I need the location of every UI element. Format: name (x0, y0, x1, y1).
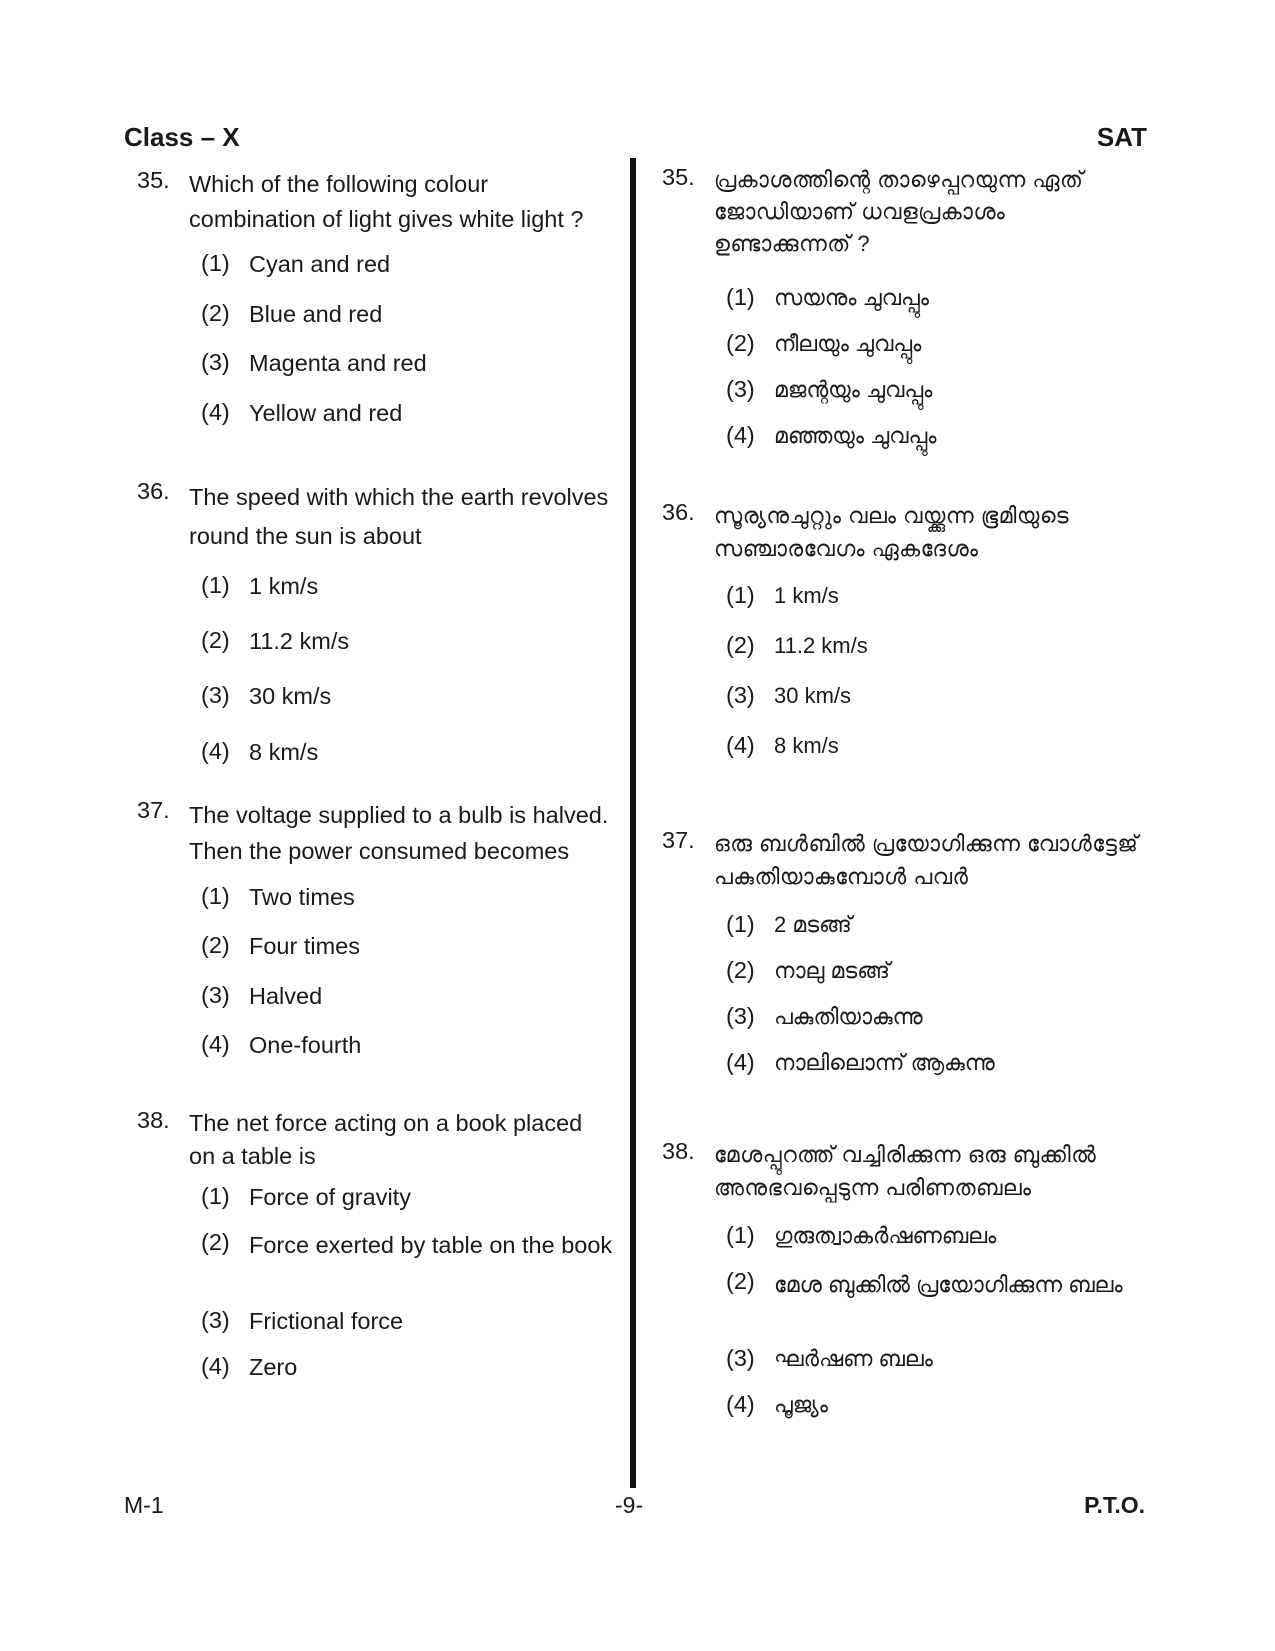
option-text: Blue and red (249, 301, 383, 327)
option-text: 8 km/s (774, 733, 839, 758)
option-text: നാലു മടങ്ങ് (774, 958, 890, 983)
option-text: One-fourth (249, 1032, 362, 1058)
option-number: (1) (201, 250, 230, 276)
option-text: നീലയും ചുവപ്പും (774, 331, 922, 356)
question-number: 36. (137, 478, 170, 504)
option-number: (4) (726, 1391, 755, 1417)
option-text: Halved (249, 983, 323, 1009)
option-number: (1) (726, 911, 755, 937)
option-number: (3) (201, 982, 230, 1008)
option-text: 11.2 km/s (249, 628, 350, 654)
option-number: (3) (201, 349, 230, 375)
option-text: Magenta and red (249, 350, 427, 376)
option-text: സയനും ചുവപ്പും (774, 285, 929, 310)
option-number: (3) (726, 376, 755, 402)
option-text: ഗുരുത്വാകർഷണബലം (774, 1223, 997, 1248)
option-text: 2 മടങ്ങ് (774, 912, 852, 937)
option-number: (3) (726, 1345, 755, 1371)
option-text: മജന്റയും ചുവപ്പും (774, 377, 933, 402)
question-text: പ്രകാശത്തിന്റെ താഴെപ്പറയുന്ന ഏത് ജോഡിയാണ് ധവളപ്രകാശം ഉണ്ടാക്കുന്നത് ? (714, 167, 1084, 256)
question-number: 37. (137, 797, 170, 823)
question-text: മേശപ്പുറത്ത് വച്ചിരിക്കുന്ന ഒരു ബുക്കിൽ അനുഭവപ്പെടുന്ന പരിണതബലം (714, 1142, 1097, 1200)
question-number: 38. (662, 1138, 695, 1164)
question-text: Which of the following colour combination of light gives white light ? (189, 171, 584, 232)
option-number: (4) (726, 1049, 755, 1075)
option-text: പകുതിയാകുന്നു (774, 1004, 923, 1029)
option-text: Cyan and red (249, 251, 391, 277)
option-text: ഘർഷണ ബലം (774, 1346, 933, 1371)
pto-label: P.T.O. (1084, 1492, 1145, 1518)
option-number: (1) (726, 284, 755, 310)
option-number: (2) (201, 1229, 230, 1255)
question-text: ഒരു ബൾബിൽ പ്രയോഗിക്കുന്ന വോൾട്ടേജ് പകുതിയാകുമ്പോൾ പവർ (714, 831, 1139, 889)
paper-code: M-1 (124, 1492, 164, 1518)
column-divider (630, 158, 636, 1488)
option-number: (2) (726, 330, 755, 356)
option-number: (2) (726, 957, 755, 983)
option-text: Four times (249, 933, 360, 959)
option-number: (3) (726, 1003, 755, 1029)
option-number: (4) (201, 738, 230, 764)
option-number: (4) (726, 422, 755, 448)
question-text: The net force acting on a book placed on a table is (189, 1110, 583, 1169)
option-text: പൂജ്യം (774, 1392, 828, 1417)
question-number: 37. (662, 827, 695, 853)
question-text: The speed with which the earth revolves round the sun is about (189, 484, 609, 549)
option-text: 30 km/s (249, 683, 332, 709)
option-number: (2) (726, 1268, 755, 1294)
option-number: (3) (201, 1307, 230, 1333)
option-text: Force exerted by table on the book (249, 1232, 613, 1258)
option-text: Yellow and red (249, 400, 403, 426)
option-number: (2) (726, 632, 755, 658)
option-number: (4) (201, 399, 230, 425)
option-text: 11.2 km/s (774, 633, 868, 658)
option-number: (3) (726, 682, 755, 708)
option-number: (1) (726, 582, 755, 608)
option-number: (1) (201, 1183, 230, 1209)
option-number: (4) (201, 1353, 230, 1379)
class-label: Class – X (124, 122, 240, 152)
question-number: 35. (137, 167, 170, 193)
question-text: The voltage supplied to a bulb is halved. Then the power consumed becomes (189, 802, 609, 864)
option-number: (1) (201, 572, 230, 598)
question-number: 36. (662, 499, 695, 525)
option-number: (4) (201, 1031, 230, 1057)
option-text: മഞ്ഞയും ചുവപ്പും (774, 423, 937, 448)
option-number: (2) (201, 300, 230, 326)
option-text: Force of gravity (249, 1184, 411, 1210)
option-text: 1 km/s (249, 573, 319, 599)
page-number: -9- (615, 1492, 644, 1518)
option-text: മേശ ബുക്കിൽ പ്രയോഗിക്കുന്ന ബലം (774, 1272, 1123, 1297)
option-text: 1 km/s (774, 583, 839, 608)
option-number: (2) (201, 627, 230, 653)
option-text: നാലിലൊന്ന് ആകുന്നു (774, 1050, 995, 1075)
option-number: (3) (201, 682, 230, 708)
option-text: Zero (249, 1354, 298, 1380)
option-number: (1) (201, 883, 230, 909)
option-text: 30 km/s (774, 683, 852, 708)
option-number: (4) (726, 732, 755, 758)
question-text: സൂര്യനുചുറ്റും വലം വയ്ക്കുന്ന ഭൂമിയുടെ സഞ്ചാരവേഗം ഏകദേശം (714, 503, 1070, 561)
question-number: 38. (137, 1107, 170, 1133)
question-number: 35. (662, 164, 695, 190)
option-text: Two times (249, 884, 355, 910)
option-number: (1) (726, 1222, 755, 1248)
option-text: 8 km/s (249, 739, 319, 765)
option-number: (2) (201, 932, 230, 958)
exam-label: SAT (1096, 122, 1147, 152)
option-text: Frictional force (249, 1308, 404, 1334)
